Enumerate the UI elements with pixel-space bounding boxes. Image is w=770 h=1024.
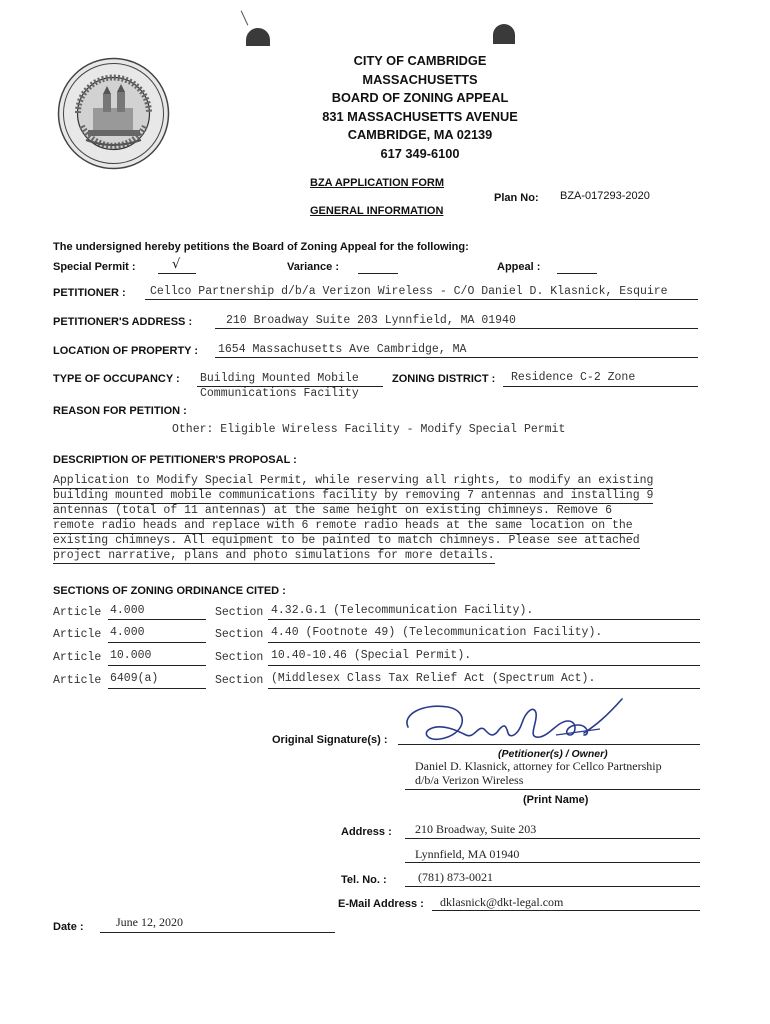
appeal-label: Appeal : (497, 261, 541, 273)
plan-no-value: BZA-017293-2020 (560, 190, 650, 202)
zoning-district-line (503, 386, 698, 387)
location-value: 1654 Massachusetts Ave Cambridge, MA (218, 343, 467, 356)
variance-label: Variance : (287, 261, 339, 273)
date-value: June 12, 2020 (116, 915, 183, 929)
address-line (215, 328, 698, 329)
occupancy-value-1: Building Mounted Mobile (200, 372, 359, 385)
article-line (108, 688, 206, 689)
signature-line (398, 744, 700, 745)
reason-label: REASON FOR PETITION : (53, 405, 187, 417)
location-line (215, 357, 698, 358)
article-value: 4.000 (110, 604, 145, 617)
proposal-line-4: remote radio heads and replace with 6 remote radio heads at the same location on the (53, 519, 633, 532)
email-line (432, 910, 700, 911)
article-line (108, 619, 206, 620)
sig-address-2: Lynnfield, MA 01940 (415, 847, 520, 861)
city-seal-icon (56, 56, 171, 171)
sections-label: SECTIONS OF ZONING ORDINANCE CITED : (53, 585, 286, 597)
tel-value: (781) 873-0021 (418, 870, 493, 884)
signature-name-2: d/b/a Verizon Wireless (415, 773, 524, 787)
tel-label: Tel. No. : (341, 874, 387, 886)
article-value: 4.000 (110, 626, 145, 639)
section-line (268, 642, 700, 643)
email-value: dklasnick@dkt-legal.com (440, 895, 564, 909)
section-value: (Middlesex Class Tax Relief Act (Spectrum Act). (271, 672, 596, 685)
email-label: E-Mail Address : (338, 898, 424, 910)
petitioner-line (145, 299, 698, 300)
special-permit-label: Special Permit : (53, 261, 136, 273)
petition-intro: The undersigned hereby petitions the Board of Zoning Appeal for the following: (53, 241, 469, 253)
print-name-label: (Print Name) (523, 794, 589, 806)
sig-address-line-1 (405, 838, 700, 839)
proposal-line-5: existing chimneys. All equipment to be painted to match chimneys. Please see attached (53, 534, 640, 547)
occupancy-label: TYPE OF OCCUPANCY : (53, 373, 180, 385)
hole-punch-left (246, 28, 270, 46)
address-value: 210 Broadway Suite 203 Lynnfield, MA 01940 (226, 314, 516, 327)
article-word: Article (53, 651, 102, 664)
variance-line (358, 273, 398, 274)
section-line (268, 688, 700, 689)
article-value: 6409(a) (110, 672, 159, 685)
signature-label: Original Signature(s) : (272, 734, 388, 746)
handwritten-signature (400, 695, 630, 747)
scan-mark (241, 11, 249, 26)
proposal-line-6: project narrative, plans and photo simulations for more details. (53, 549, 495, 562)
date-label: Date : (53, 921, 84, 933)
reason-value: Other: Eligible Wireless Facility - Modify Special Permit (172, 423, 566, 436)
section-line (268, 619, 700, 620)
article-value: 10.000 (110, 649, 152, 662)
header-line-1: CITY OF CAMBRIDGE (353, 53, 487, 68)
petitioner-value: Cellco Partnership d/b/a Verizon Wireless - C/O Daniel D. Klasnick, Esquire (150, 285, 668, 298)
header-line-3: BOARD OF ZONING APPEAL (331, 90, 509, 105)
article-line (108, 642, 206, 643)
date-line (100, 932, 335, 933)
article-word: Article (53, 628, 102, 641)
sig-address-line-2 (405, 862, 700, 863)
proposal-line-2: building mounted mobile communications facility by removing 7 antennas and installing 9 (53, 489, 654, 502)
header-line-5: CAMBRIDGE, MA 02139 (347, 127, 493, 142)
article-word: Article (53, 674, 102, 687)
special-permit-check: √ (172, 257, 181, 272)
proposal-line-1: Application to Modify Special Permit, while reserving all rights, to modify an existing (53, 474, 654, 487)
sig-address-1: 210 Broadway, Suite 203 (415, 822, 537, 836)
sig-address-label: Address : (341, 826, 392, 838)
section-word: Section (215, 606, 264, 619)
section-word: Section (215, 628, 264, 641)
form-subtitle: GENERAL INFORMATION (310, 205, 444, 217)
header-line-2: MASSACHUSETTS (362, 71, 478, 87)
proposal-label: DESCRIPTION OF PETITIONER'S PROPOSAL : (53, 454, 297, 466)
section-value: 4.32.G.1 (Telecommunication Facility). (271, 604, 534, 617)
tel-line (405, 886, 700, 887)
appeal-line (557, 273, 597, 274)
proposal-line-3: antennas (total of 11 antennas) at the same height on existing chimneys. Remove 6 (53, 504, 612, 517)
section-value: 10.40-10.46 (Special Permit). (271, 649, 472, 662)
header-line-4: 831 MASSACHUSETTS AVENUE (322, 108, 518, 124)
signature-name-1: Daniel D. Klasnick, attorney for Cellco Partnership (415, 759, 662, 773)
article-word: Article (53, 606, 102, 619)
plan-no-label: Plan No: (494, 192, 539, 204)
petitioner-label: PETITIONER : (53, 287, 126, 299)
signature-role: (Petitioner(s) / Owner) (498, 748, 608, 760)
address-label: PETITIONER'S ADDRESS : (53, 316, 193, 328)
section-word: Section (215, 674, 264, 687)
location-label: LOCATION OF PROPERTY : (53, 345, 199, 357)
section-word: Section (215, 651, 264, 664)
hole-punch-right (493, 24, 515, 44)
zoning-district-value: Residence C-2 Zone (511, 371, 636, 384)
zoning-district-label: ZONING DISTRICT : (392, 373, 496, 385)
print-name-line (405, 789, 700, 790)
section-value: 4.40 (Footnote 49) (Telecommunication Facility). (271, 626, 603, 639)
section-line (268, 665, 700, 666)
special-permit-line (158, 273, 196, 274)
header-line-6: 617 349-6100 (380, 145, 460, 161)
form-title: BZA APPLICATION FORM (310, 177, 445, 189)
article-line (108, 665, 206, 666)
occupancy-value-2: Communications Facility (200, 387, 359, 400)
